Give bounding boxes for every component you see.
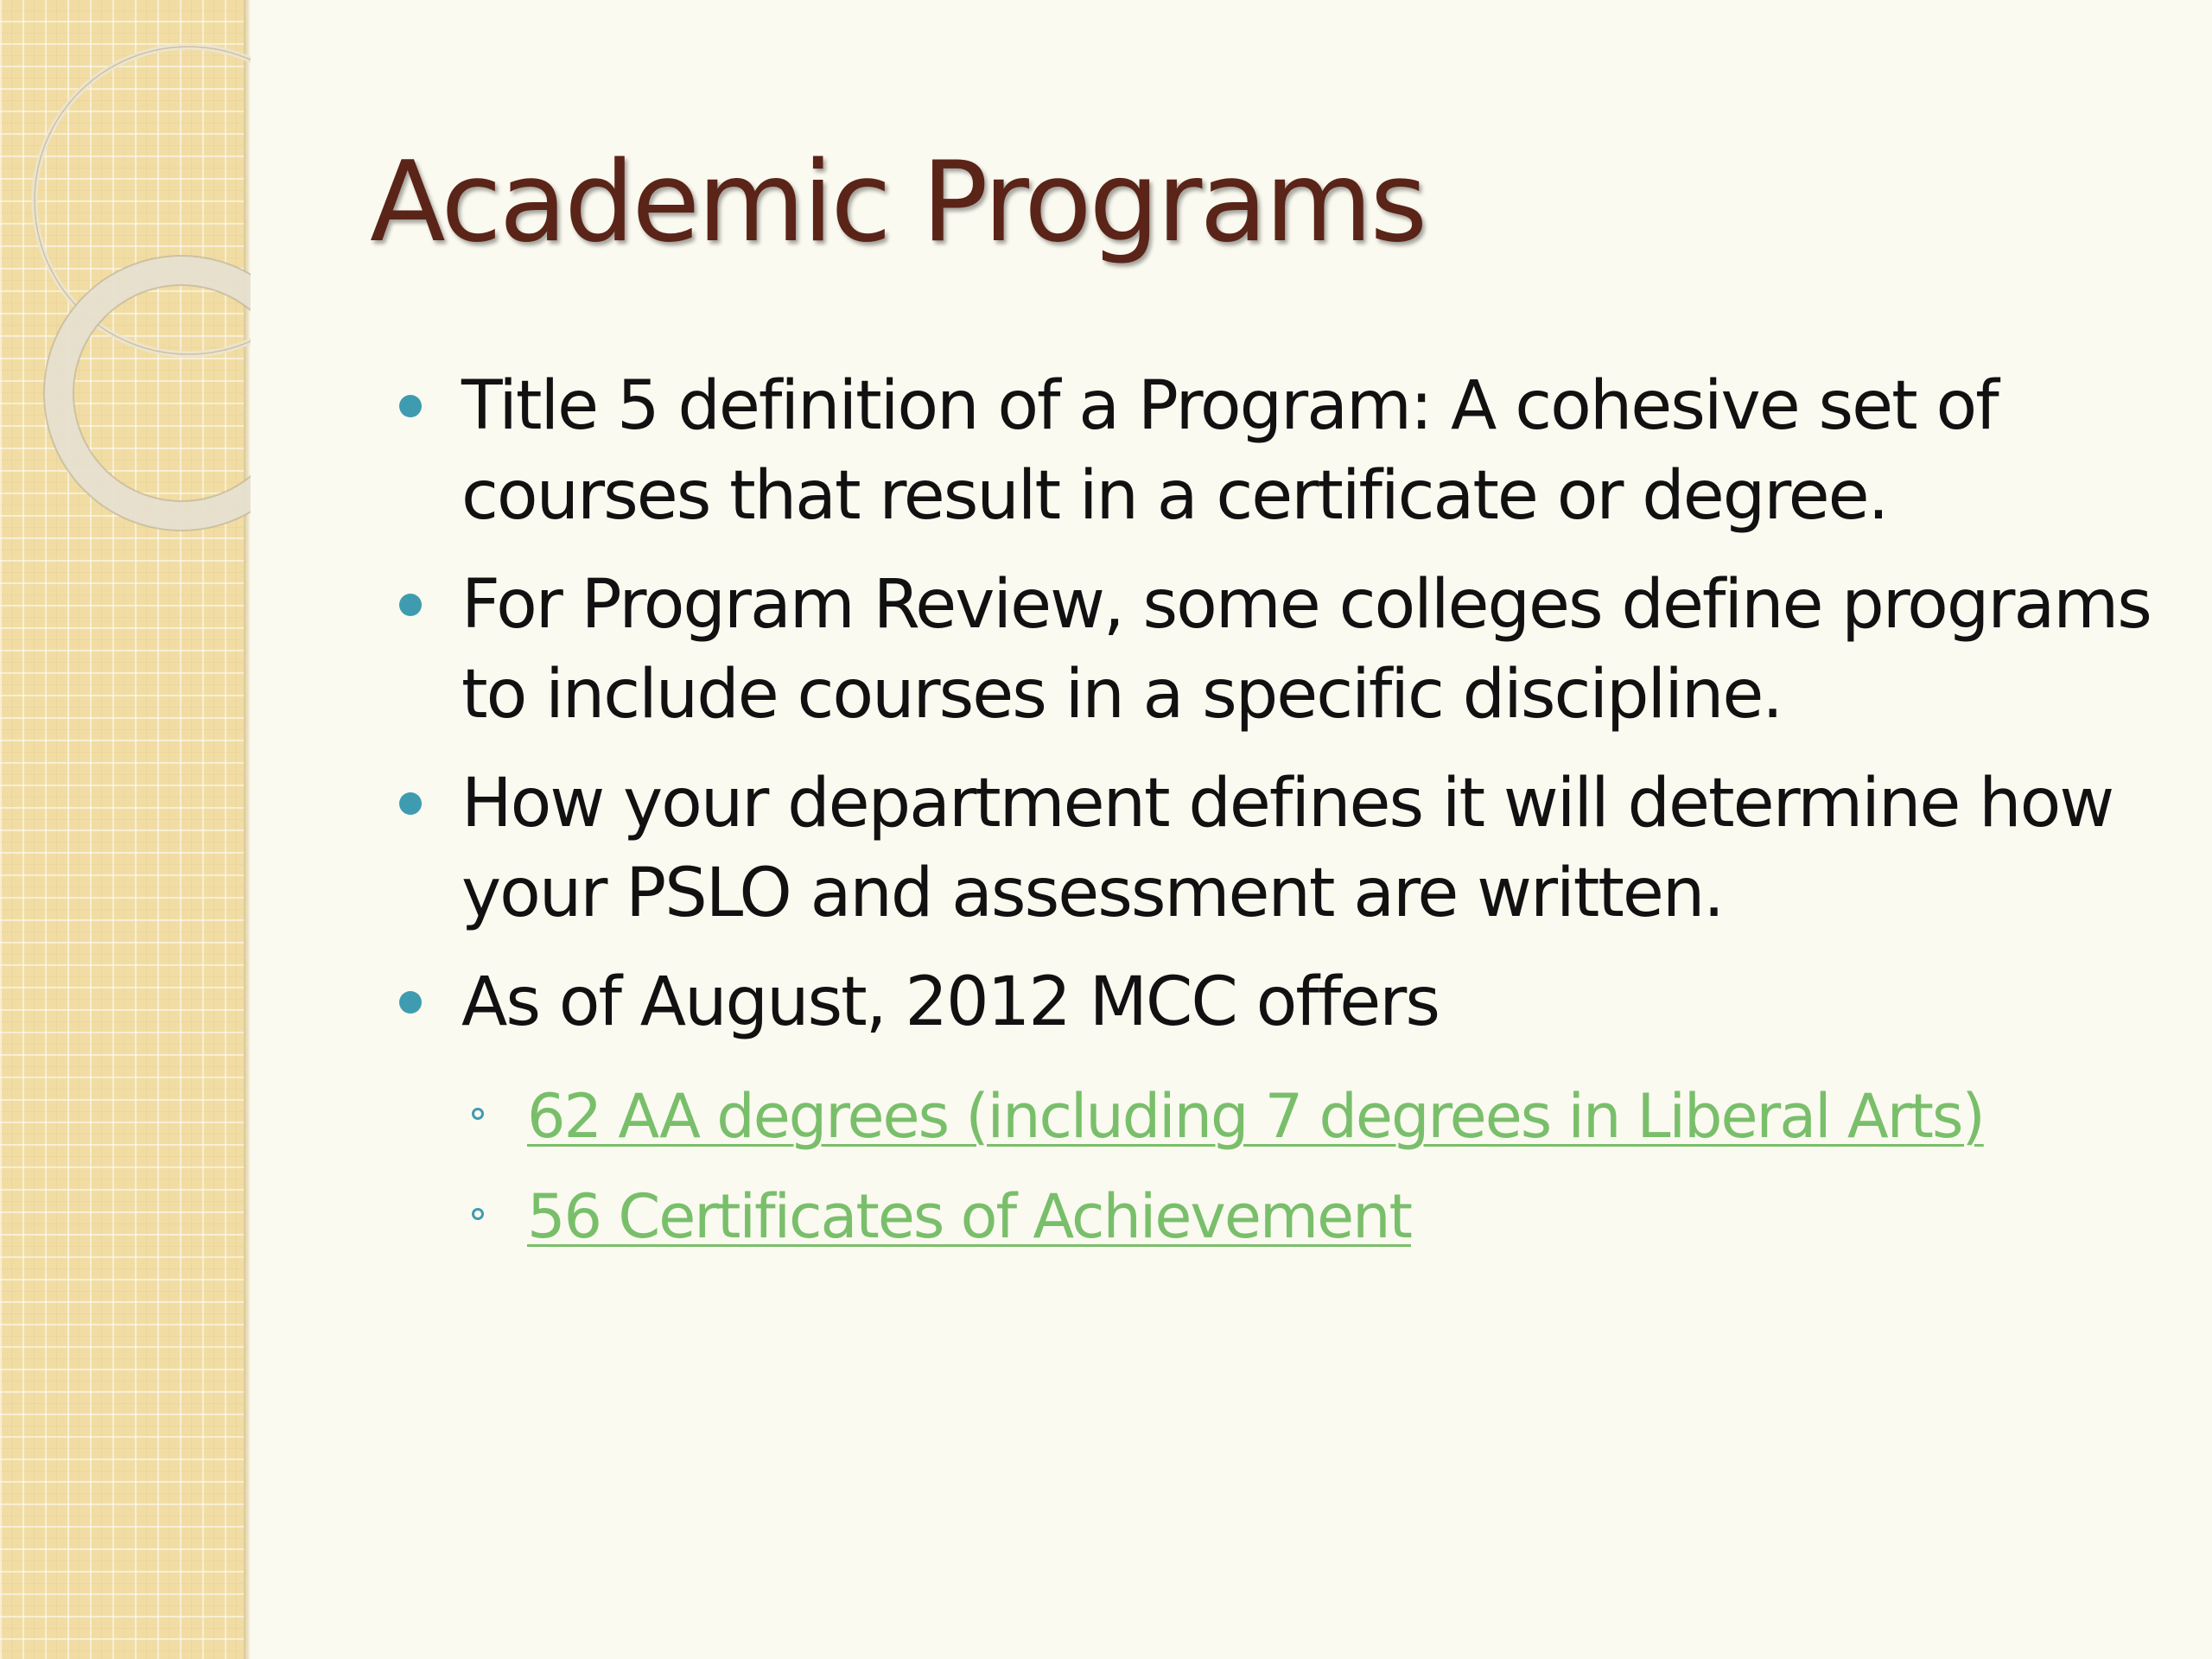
sub-bullet-ring-icon: [472, 1208, 484, 1220]
bullet-item: [399, 759, 2171, 938]
certificates-link[interactable]: 56 Certificates of Achievement: [527, 1181, 1411, 1252]
bullet-dot-icon: [399, 395, 422, 417]
sub-bullet-item: [461, 1066, 2171, 1166]
decorative-rings-icon: [0, 0, 251, 536]
bullet-item: [399, 361, 2171, 541]
bullet-text: Title 5 definition of a Program: A cohesive set of courses that result in a certificate or degree.: [461, 367, 1998, 535]
bullet-text: As of August, 2012 MCC offers: [461, 963, 1439, 1041]
bullet-text: For Program Review, some colleges define programs to include courses in a specific discipline.: [461, 566, 2151, 734]
bullet-dot-icon: [399, 792, 422, 815]
bullet-dot-icon: [399, 594, 422, 616]
sub-bullet-ring-icon: [472, 1108, 484, 1120]
aa-degrees-link[interactable]: 62 AA degrees (including 7 degrees in Liberal Arts): [527, 1081, 1984, 1152]
sub-bullet-list: [461, 1066, 2171, 1267]
sub-bullet-item: [461, 1166, 2171, 1267]
bullet-item: [399, 957, 2171, 1267]
bullet-text: How your department defines it will determine how your PSLO and assessment are written.: [461, 765, 2113, 932]
bullet-item: [399, 560, 2171, 740]
decorative-ring-icon: [59, 270, 251, 516]
bullet-dot-icon: [399, 991, 422, 1014]
bullet-list: [399, 361, 2171, 1286]
slide-title: Academic Programs: [370, 138, 1426, 267]
decorative-ring-icon: [35, 47, 251, 354]
